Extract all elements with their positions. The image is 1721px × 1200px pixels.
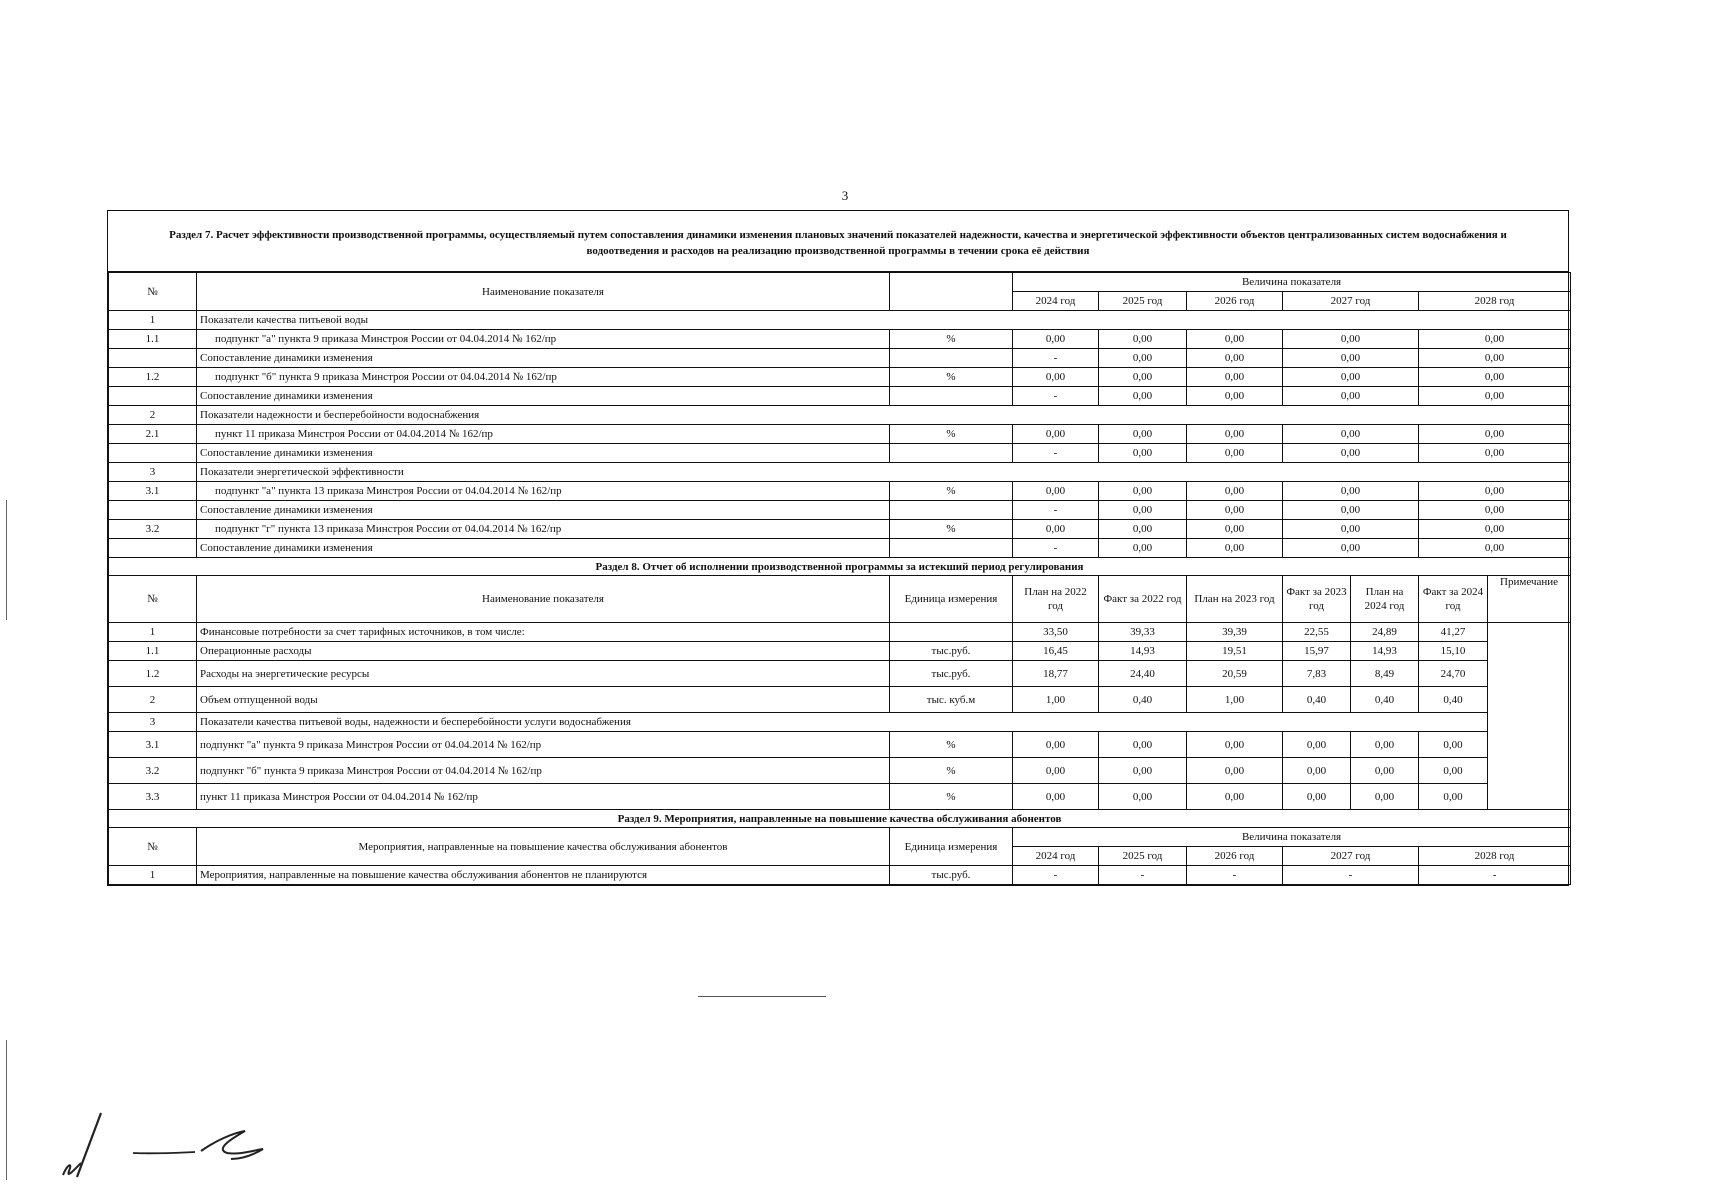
s7-cell: 0,00 — [1099, 387, 1187, 406]
s8-row-num: 3 — [109, 713, 197, 732]
s8-col-fact-2022: Факт за 2022 год — [1099, 576, 1187, 623]
s7-row-name: подпункт "а" пункта 9 приказа Минстроя России от 04.04.2014 № 162/пр — [197, 330, 890, 349]
s7-cell: 0,00 — [1187, 482, 1283, 501]
s7-cell: 0,00 — [1419, 520, 1571, 539]
s7-group-label: Показатели энергетической эффективности — [197, 463, 1571, 482]
s7-year-2026: 2026 год — [1187, 292, 1283, 311]
s8-cell: 0,00 — [1187, 758, 1283, 784]
s7-row-name: Сопоставление динамики изменения — [197, 501, 890, 520]
s9-cell: - — [1283, 866, 1419, 885]
s7-cell: 0,00 — [1419, 444, 1571, 463]
s8-col-note: Примечание — [1488, 576, 1571, 623]
s7-cell: 0,00 — [1013, 330, 1099, 349]
s7-cell: 0,00 — [1099, 425, 1187, 444]
s7-col-name: Наименование показателя — [197, 273, 890, 311]
s7-row-name: Сопоставление динамики изменения — [197, 349, 890, 368]
s7-row-num: 3.1 — [109, 482, 197, 501]
s7-cell: 0,00 — [1283, 520, 1419, 539]
section7-title: Раздел 7. Расчет эффективности производственной программы, осуществляемый путем сопоставления динамики изменения плановых значений показателей надежности, качества и энергетической эффективности объектов централизованных систем водоснабжения и водоотведения и расходов на реализацию производственной программы в течении срока её действия — [108, 211, 1568, 272]
s8-cell: 0,00 — [1099, 758, 1187, 784]
s8-cell: 7,83 — [1283, 661, 1351, 687]
s8-row-num: 1.2 — [109, 661, 197, 687]
s8-group-label: Показатели качества питьевой воды, надежности и бесперебойности услуги водоснабжения — [197, 713, 1488, 732]
s8-cell: 0,00 — [1013, 784, 1099, 810]
s7-cell: 0,00 — [1419, 349, 1571, 368]
s7-row-num: 3.2 — [109, 520, 197, 539]
s8-cell: 0,00 — [1013, 732, 1099, 758]
s8-cell: 0,00 — [1283, 758, 1351, 784]
s8-col-plan-2024: План на 2024 год — [1351, 576, 1419, 623]
s8-cell: 16,45 — [1013, 642, 1099, 661]
s7-cell: 0,00 — [1187, 330, 1283, 349]
s9-row-name: Мероприятия, направленные на повышение качества обслуживания абонентов не планируются — [197, 866, 890, 885]
s8-row-unit — [890, 623, 1013, 642]
s9-col-unit: Единица измерения — [890, 828, 1013, 866]
s7-cell: 0,00 — [1013, 425, 1099, 444]
s7-row-num: 2 — [109, 406, 197, 425]
s8-cell: 0,00 — [1099, 784, 1187, 810]
s7-cell: - — [1013, 501, 1099, 520]
s7-cell: 0,00 — [1419, 539, 1571, 558]
s8-col-plan-2023: План на 2023 год — [1187, 576, 1283, 623]
s7-cell: 0,00 — [1099, 349, 1187, 368]
s7-row-num — [109, 444, 197, 463]
s7-row-num: 1.1 — [109, 330, 197, 349]
s7-cell: 0,00 — [1013, 482, 1099, 501]
s8-cell: 39,39 — [1187, 623, 1283, 642]
s8-cell: 0,00 — [1283, 732, 1351, 758]
s7-row-name: Сопоставление динамики изменения — [197, 387, 890, 406]
s8-cell: 0,00 — [1283, 784, 1351, 810]
s8-row-name: Расходы на энергетические ресурсы — [197, 661, 890, 687]
s9-cell: - — [1187, 866, 1283, 885]
s8-col-name: Наименование показателя — [197, 576, 890, 623]
s7-cell: 0,00 — [1283, 387, 1419, 406]
s8-cell: 39,33 — [1099, 623, 1187, 642]
s7-cell: 0,00 — [1099, 368, 1187, 387]
s9-cell: - — [1099, 866, 1187, 885]
s8-row-num: 2 — [109, 687, 197, 713]
s7-row-name: подпункт "г" пункта 13 приказа Минстроя России от 04.04.2014 № 162/пр — [197, 520, 890, 539]
s7-year-2024: 2024 год — [1013, 292, 1099, 311]
s8-cell: 0,40 — [1099, 687, 1187, 713]
s8-cell: 0,00 — [1187, 784, 1283, 810]
s7-cell: 0,00 — [1187, 501, 1283, 520]
s8-row-num: 3.1 — [109, 732, 197, 758]
s7-group-label: Показатели надежности и бесперебойности водоснабжения — [197, 406, 1571, 425]
s8-row-name: Финансовые потребности за счет тарифных источников, в том числе: — [197, 623, 890, 642]
s7-col-value-group: Величина показателя — [1013, 273, 1571, 292]
s9-cell: - — [1419, 866, 1571, 885]
s7-cell: 0,00 — [1419, 501, 1571, 520]
s7-row-unit — [890, 387, 1013, 406]
s9-year-2027: 2027 год — [1283, 847, 1419, 866]
s8-cell: 0,40 — [1351, 687, 1419, 713]
s9-col-num: № — [109, 828, 197, 866]
s8-row-unit: % — [890, 784, 1013, 810]
section9-title: Раздел 9. Мероприятия, направленные на повышение качества обслуживания абонентов — [109, 810, 1571, 828]
s8-cell: 24,89 — [1351, 623, 1419, 642]
s8-row-name: пункт 11 приказа Минстроя России от 04.04.2014 № 162/пр — [197, 784, 890, 810]
s8-row-unit: тыс. куб.м — [890, 687, 1013, 713]
s7-row-unit: % — [890, 330, 1013, 349]
s8-cell: 15,97 — [1283, 642, 1351, 661]
s8-cell: 0,40 — [1283, 687, 1351, 713]
s8-cell: 0,00 — [1419, 758, 1488, 784]
s7-cell: 0,00 — [1283, 330, 1419, 349]
s7-cell: 0,00 — [1187, 349, 1283, 368]
s7-year-2028: 2028 год — [1419, 292, 1571, 311]
s8-col-fact-2024: Факт за 2024 год — [1419, 576, 1488, 623]
s7-cell: 0,00 — [1419, 425, 1571, 444]
s7-row-name: Сопоставление динамики изменения — [197, 444, 890, 463]
s8-cell: 22,55 — [1283, 623, 1351, 642]
s8-cell: 0,00 — [1351, 784, 1419, 810]
s8-cell: 18,77 — [1013, 661, 1099, 687]
s7-cell: 0,00 — [1419, 482, 1571, 501]
s8-cell: 0,00 — [1187, 732, 1283, 758]
s7-row-unit — [890, 501, 1013, 520]
s7-cell: 0,00 — [1187, 444, 1283, 463]
s7-cell: 0,00 — [1283, 444, 1419, 463]
footer-separator-line — [698, 996, 826, 997]
s8-cell: 14,93 — [1099, 642, 1187, 661]
s8-cell: 0,40 — [1419, 687, 1488, 713]
s7-row-num — [109, 349, 197, 368]
s7-row-name: пункт 11 приказа Минстроя России от 04.04.2014 № 162/пр — [197, 425, 890, 444]
s8-row-unit: % — [890, 758, 1013, 784]
s8-cell: 1,00 — [1013, 687, 1099, 713]
s9-year-2025: 2025 год — [1099, 847, 1187, 866]
s8-note-cell — [1488, 623, 1571, 810]
s8-row-num: 3.3 — [109, 784, 197, 810]
s8-col-num: № — [109, 576, 197, 623]
s9-col-name: Мероприятия, направленные на повышение качества обслуживания абонентов — [197, 828, 890, 866]
s7-cell: - — [1013, 444, 1099, 463]
s9-year-2028: 2028 год — [1419, 847, 1571, 866]
s8-row-name: Операционные расходы — [197, 642, 890, 661]
s7-row-name: подпункт "а" пункта 13 приказа Минстроя России от 04.04.2014 № 162/пр — [197, 482, 890, 501]
s7-row-num — [109, 501, 197, 520]
s7-cell: 0,00 — [1283, 539, 1419, 558]
s8-row-unit: % — [890, 732, 1013, 758]
s7-row-num: 3 — [109, 463, 197, 482]
s8-cell: 0,00 — [1419, 784, 1488, 810]
s7-row-num: 2.1 — [109, 425, 197, 444]
s9-row-num: 1 — [109, 866, 197, 885]
document-table-frame — [107, 210, 1569, 886]
s7-row-unit — [890, 444, 1013, 463]
main-table — [108, 272, 1571, 885]
s9-cell: - — [1013, 866, 1099, 885]
s7-year-2025: 2025 год — [1099, 292, 1187, 311]
s7-cell: 0,00 — [1099, 501, 1187, 520]
scan-margin-mark — [6, 500, 7, 620]
s8-cell: 19,51 — [1187, 642, 1283, 661]
s8-row-name: подпункт "а" пункта 9 приказа Минстроя России от 04.04.2014 № 162/пр — [197, 732, 890, 758]
section8-title: Раздел 8. Отчет об исполнении производственной программы за истекший период регулирования — [109, 558, 1571, 576]
s8-col-unit: Единица измерения — [890, 576, 1013, 623]
s7-row-unit — [890, 539, 1013, 558]
scan-margin-mark — [6, 1040, 7, 1180]
s8-row-num: 1 — [109, 623, 197, 642]
s9-year-2026: 2026 год — [1187, 847, 1283, 866]
s8-cell: 0,00 — [1419, 732, 1488, 758]
s7-row-unit: % — [890, 520, 1013, 539]
s7-cell: 0,00 — [1419, 330, 1571, 349]
s7-cell: - — [1013, 387, 1099, 406]
s7-cell: 0,00 — [1013, 368, 1099, 387]
s7-cell: 0,00 — [1099, 482, 1187, 501]
s8-cell: 1,00 — [1187, 687, 1283, 713]
s7-year-2027: 2027 год — [1283, 292, 1419, 311]
s7-cell: 0,00 — [1419, 368, 1571, 387]
s7-cell: 0,00 — [1099, 444, 1187, 463]
s8-cell: 41,27 — [1419, 623, 1488, 642]
s8-cell: 0,00 — [1099, 732, 1187, 758]
s7-row-unit — [890, 349, 1013, 368]
s7-group-label: Показатели качества питьевой воды — [197, 311, 1571, 330]
s7-cell: 0,00 — [1419, 387, 1571, 406]
s8-cell: 8,49 — [1351, 661, 1419, 687]
s8-cell: 0,00 — [1351, 732, 1419, 758]
s7-cell: 0,00 — [1187, 368, 1283, 387]
s7-cell: 0,00 — [1283, 349, 1419, 368]
s7-row-name: Сопоставление динамики изменения — [197, 539, 890, 558]
s9-row-unit: тыс.руб. — [890, 866, 1013, 885]
s7-row-name: подпункт "б" пункта 9 приказа Минстроя России от 04.04.2014 № 162/пр — [197, 368, 890, 387]
s7-cell: 0,00 — [1283, 368, 1419, 387]
s8-row-num: 1.1 — [109, 642, 197, 661]
s7-col-num: № — [109, 273, 197, 311]
s7-cell: 0,00 — [1099, 539, 1187, 558]
s8-cell: 14,93 — [1351, 642, 1419, 661]
s7-cell: 0,00 — [1187, 520, 1283, 539]
s8-row-name: подпункт "б" пункта 9 приказа Минстроя России от 04.04.2014 № 162/пр — [197, 758, 890, 784]
s7-row-num — [109, 387, 197, 406]
s8-cell: 0,00 — [1351, 758, 1419, 784]
s7-row-unit: % — [890, 368, 1013, 387]
s7-row-unit: % — [890, 482, 1013, 501]
s7-row-unit: % — [890, 425, 1013, 444]
s7-cell: - — [1013, 349, 1099, 368]
s8-cell: 24,40 — [1099, 661, 1187, 687]
s7-cell: 0,00 — [1099, 330, 1187, 349]
s7-cell: 0,00 — [1283, 482, 1419, 501]
s7-cell: 0,00 — [1187, 387, 1283, 406]
s7-cell: 0,00 — [1187, 425, 1283, 444]
s8-col-fact-2023: Факт за 2023 год — [1283, 576, 1351, 623]
s7-cell: 0,00 — [1013, 520, 1099, 539]
s7-cell: 0,00 — [1283, 425, 1419, 444]
s9-year-2024: 2024 год — [1013, 847, 1099, 866]
s8-row-num: 3.2 — [109, 758, 197, 784]
s7-cell: - — [1013, 539, 1099, 558]
s7-col-unit — [890, 273, 1013, 311]
s7-row-num: 1 — [109, 311, 197, 330]
s8-cell: 33,50 — [1013, 623, 1099, 642]
s9-col-value-group: Величина показателя — [1013, 828, 1571, 847]
s7-row-num: 1.2 — [109, 368, 197, 387]
s8-row-unit: тыс.руб. — [890, 642, 1013, 661]
page-number: 3 — [841, 188, 849, 203]
s7-cell: 0,00 — [1187, 539, 1283, 558]
s7-row-num — [109, 539, 197, 558]
s8-col-plan-2022: План на 2022 год — [1013, 576, 1099, 623]
s8-row-unit: тыс.руб. — [890, 661, 1013, 687]
s7-cell: 0,00 — [1099, 520, 1187, 539]
s8-row-name: Объем отпущенной воды — [197, 687, 890, 713]
s8-cell: 20,59 — [1187, 661, 1283, 687]
s8-cell: 0,00 — [1013, 758, 1099, 784]
s7-cell: 0,00 — [1283, 501, 1419, 520]
handwritten-signature — [55, 1105, 275, 1185]
s8-cell: 24,70 — [1419, 661, 1488, 687]
s8-cell: 15,10 — [1419, 642, 1488, 661]
